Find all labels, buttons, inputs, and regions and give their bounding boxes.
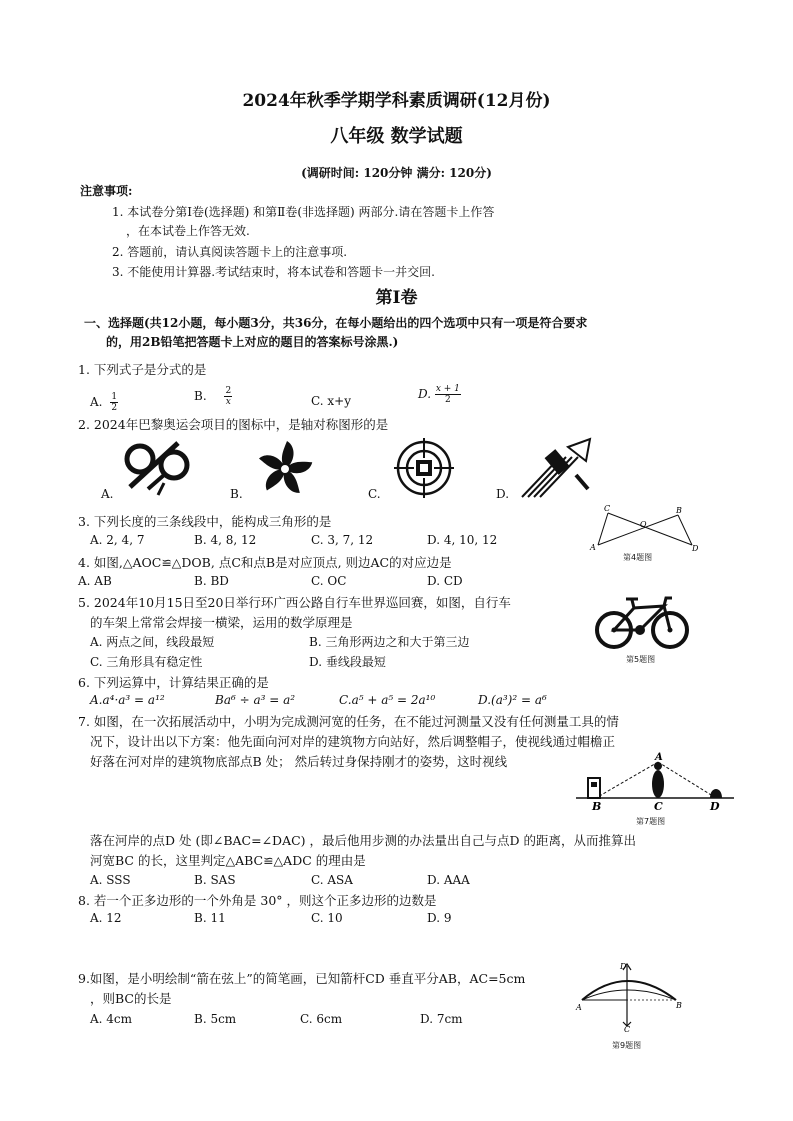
q1-fraction-a: $\frac{1}{2}$ xyxy=(111,392,118,413)
q7-caption: 第7题图 xyxy=(636,817,666,826)
section-title: 第Ⅰ卷 xyxy=(375,288,418,308)
q4-figure xyxy=(590,505,700,553)
q5-option-a: A. 两点之间，线段最短 xyxy=(90,635,215,649)
q8-option-b: B. 11 xyxy=(194,911,226,925)
exam-subtitle: 八年级 数学试题 xyxy=(330,126,463,147)
q3-option-d: D. 4, 10, 12 xyxy=(427,533,498,547)
q7-stem-cont-2: 好落在河对岸的建筑物底部点B 处； 然后转过身保持刚才的姿势，这时视线 xyxy=(90,754,508,769)
q7-option-d: D. AAA xyxy=(427,873,470,887)
q2-option-d-icon xyxy=(520,437,598,499)
q1-option-d: D. $\frac{x + 1}{2}$ xyxy=(418,384,460,405)
q3-option-b: B. 4, 8, 12 xyxy=(194,533,257,547)
q9-option-b: B. 5cm xyxy=(194,1012,237,1026)
section-instruction-cont: 的，用2B铅笔把答题卡上对应的题目的答案标号涂黑.) xyxy=(106,335,399,349)
q1-option-b: B. $\frac{2}{x}$ xyxy=(194,386,232,407)
q5-caption: 第5题图 xyxy=(626,655,656,664)
q9-caption: 第9题图 xyxy=(612,1041,642,1050)
q9-figure xyxy=(572,960,682,1032)
q4-option-c: C. OC xyxy=(311,574,347,588)
q5-stem: 5. 2024年10月15日至20日举行环广西公路自行车世界巡回赛，如图，自行车 xyxy=(78,595,511,610)
q2-option-d: D. xyxy=(496,487,510,501)
q4-caption: 第4题图 xyxy=(623,553,653,562)
q7-option-a: A. SSS xyxy=(90,873,131,887)
q2-option-a: A. xyxy=(101,487,114,501)
note-item-3: 3. 不能使用计算器.考试结束时，将本试卷和答题卡一并交回. xyxy=(112,265,435,279)
q5-option-b: B. 三角形两边之和大于第三边 xyxy=(309,635,470,649)
q1-fraction-d: $\frac{x + 1}{2}$ xyxy=(435,384,460,405)
q4-label-o: O xyxy=(640,520,647,529)
q7-figure xyxy=(576,754,734,814)
q9-stem-cont: ，则BC的长是 xyxy=(90,991,172,1006)
q8-option-a: A. 12 xyxy=(90,911,122,925)
q5-bicycle-figure xyxy=(594,590,690,650)
q4-option-b: B. BD xyxy=(194,574,229,588)
exam-info: (调研时间: 120分钟 满分: 120分) xyxy=(301,166,492,180)
notes-heading: 注意事项: xyxy=(80,184,133,198)
q1-stem: 1. 下列式子是分式的是 xyxy=(78,362,207,377)
q3-stem: 3. 下列长度的三条线段中，能构成三角形的是 xyxy=(78,514,332,529)
q2-option-c-icon xyxy=(393,437,455,499)
q9-stem: 9.如图，是小明绘制“箭在弦上”的简笔画，已知箭杆CD 垂直平分AB，AC=5cm xyxy=(78,971,526,986)
q6-stem: 6. 下列运算中，计算结果正确的是 xyxy=(78,675,269,690)
q9-label-c: C xyxy=(624,1025,631,1034)
q6-option-c: C.a⁵ + a⁵ = 2a¹⁰ xyxy=(339,693,436,707)
q7-stem-cont-3: 落在河岸的点D 处 (即∠BAC=∠DAC) ，最后他用步测的办法量出自己与点D 的距离，从而推算出 xyxy=(90,833,637,848)
q4-label-d: D xyxy=(692,544,699,553)
q4-label-b: B xyxy=(676,506,682,515)
q7-label-b: B xyxy=(592,800,602,813)
q2-option-b-icon xyxy=(253,437,317,501)
q5-option-d: D. 垂线段最短 xyxy=(309,655,386,669)
section-instruction: 一、选择题(共12小题，每小题3分，共36分，在每小题给出的四个选项中只有一项是符合要求 xyxy=(84,316,588,330)
q6-option-b: Ba⁶ ÷ a³ = a² xyxy=(215,693,296,707)
q9-option-c: C. 6cm xyxy=(300,1012,343,1026)
q9-label-b: B xyxy=(676,1001,682,1010)
q1-fraction-b: $\frac{2}{x}$ xyxy=(225,386,232,407)
q4-option-a: A. AB xyxy=(78,574,112,588)
q2-option-c: C. xyxy=(368,487,381,501)
q2-option-b: B. xyxy=(230,487,243,501)
q3-option-c: C. 3, 7, 12 xyxy=(311,533,374,547)
q8-option-d: D. 9 xyxy=(427,911,452,925)
q8-option-c: C. 10 xyxy=(311,911,343,925)
q6-option-a: A.a⁴·a³ = a¹² xyxy=(90,693,165,707)
q3-option-a: A. 2, 4, 7 xyxy=(90,533,145,547)
q7-option-b: B. SAS xyxy=(194,873,236,887)
q7-label-d: D xyxy=(710,800,720,813)
note-item-1: 1. 本试卷分第Ⅰ卷(选择题) 和第Ⅱ卷(非选择题) 两部分.请在答题卡上作答 xyxy=(112,205,495,219)
q5-stem-cont: 的车架上常常会焊接一横梁，运用的数学原理是 xyxy=(90,615,353,630)
q2-stem: 2. 2024年巴黎奥运会项目的图标中，是轴对称图形的是 xyxy=(78,417,389,432)
q7-label-a: A xyxy=(655,752,663,763)
q7-label-c: C xyxy=(654,800,663,813)
q5-option-c: C. 三角形具有稳定性 xyxy=(90,655,203,669)
q9-label-a: A xyxy=(576,1003,582,1012)
q4-option-d: D. CD xyxy=(427,574,463,588)
q1-option-a: A. $\frac{1}{2}$ xyxy=(90,392,118,413)
q9-option-a: A. 4cm xyxy=(90,1012,133,1026)
q7-stem-cont-1: 况下，设计出以下方案：他先面向河对岸的建筑物方向站好，然后调整帽子，使视线通过帽檐正 xyxy=(90,734,616,749)
q6-option-d: D.(a³)² = a⁶ xyxy=(478,693,547,707)
q4-label-c: C xyxy=(604,504,611,513)
note-item-1-cont: ，在本试卷上作答无效. xyxy=(126,224,250,238)
q4-stem: 4. 如图,△AOC≌△DOB, 点C和点B是对应顶点, 则边AC的对应边是 xyxy=(78,555,452,570)
note-item-2: 2. 答题前，请认真阅读答题卡上的注意事项. xyxy=(112,245,348,259)
q4-label-a: A xyxy=(590,543,596,552)
q2-option-a-icon xyxy=(118,437,198,497)
q7-stem-cont-4: 河宽BC 的长，这里判定△ABC≌△ADC 的理由是 xyxy=(90,853,366,868)
q9-option-d: D. 7cm xyxy=(420,1012,463,1026)
q7-stem: 7. 如图，在一次拓展活动中，小明为完成测河宽的任务，在不能过河测量又没有任何测量工具的情 xyxy=(78,714,619,729)
q1-option-c: C. x+y xyxy=(311,394,351,408)
q7-option-c: C. ASA xyxy=(311,873,353,887)
q9-label-d: D xyxy=(620,962,627,971)
exam-title: 2024年秋季学期学科素质调研(12月份) xyxy=(242,91,551,111)
q8-stem: 8. 若一个正多边形的一个外角是 30° ，则这个正多边形的边数是 xyxy=(78,893,437,908)
